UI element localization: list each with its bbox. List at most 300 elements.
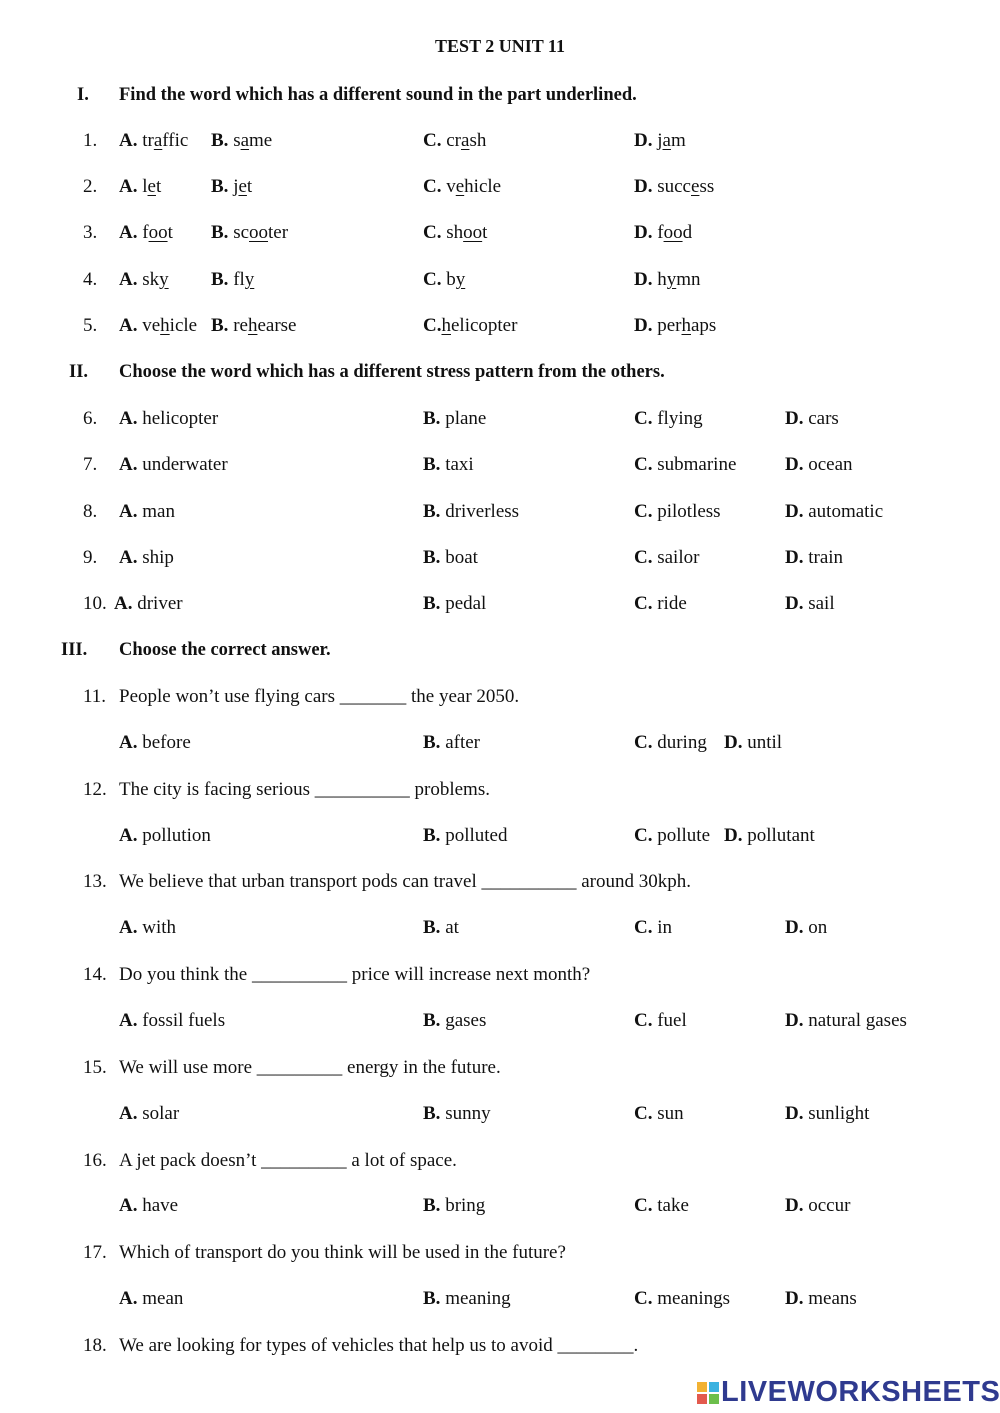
option-label: A. — [119, 1195, 138, 1216]
option-b[interactable] — [423, 593, 486, 615]
word-part: f — [142, 222, 149, 243]
underlined-part: y — [455, 269, 466, 290]
word-part: me — [249, 130, 273, 151]
liveworksheets-icon — [697, 1382, 719, 1404]
option-label: A. — [119, 454, 138, 475]
option-text: bring — [445, 1195, 486, 1216]
option-text: meanings — [657, 1288, 731, 1309]
option-label: C. — [634, 1288, 653, 1309]
question-row — [0, 593, 1000, 619]
underlined-part: e — [147, 176, 156, 197]
word-part: per — [657, 315, 682, 336]
question-row — [0, 222, 1000, 248]
option-label: B. — [423, 1288, 441, 1309]
option-c[interactable] — [423, 315, 517, 337]
option-d[interactable] — [634, 315, 716, 337]
word-part: ve — [142, 315, 161, 336]
word-part: d — [682, 222, 693, 243]
question-row — [0, 779, 1000, 805]
option-text: means — [808, 1288, 857, 1309]
option-text: boat — [445, 547, 478, 568]
option-label: B. — [423, 547, 441, 568]
option-label: D. — [634, 315, 653, 336]
word-part: l — [142, 176, 148, 197]
option-c[interactable] — [634, 1288, 730, 1310]
question-row — [0, 269, 1000, 295]
option-text: take — [657, 1195, 689, 1216]
option-b[interactable] — [423, 825, 507, 847]
underlined-part: oo — [148, 222, 168, 243]
option-a[interactable] — [119, 269, 169, 291]
option-label: B. — [211, 130, 229, 151]
option-text: sunlight — [808, 1103, 870, 1124]
option-text: before — [142, 732, 191, 753]
option-text: fossil fuels — [142, 1010, 226, 1031]
page-title: TEST 2 UNIT 11 — [435, 36, 565, 56]
option-label: C. — [423, 315, 442, 336]
option-text: on — [808, 917, 828, 938]
section-number: II. — [69, 362, 89, 382]
question-number: 6. — [83, 408, 98, 429]
option-b[interactable] — [211, 176, 252, 198]
option-label: D. — [785, 1288, 804, 1309]
underlined-part: a — [240, 130, 250, 151]
option-b[interactable] — [423, 917, 459, 939]
option-b[interactable] — [211, 130, 272, 152]
underlined-part: a — [662, 130, 671, 151]
option-a[interactable] — [119, 547, 174, 569]
question-text: The city is facing serious __________ problems. — [119, 779, 490, 800]
option-c[interactable] — [423, 176, 501, 198]
question-row — [0, 547, 1000, 573]
option-text: polluted — [445, 825, 508, 846]
option-text: fuel — [657, 1010, 687, 1031]
option-a[interactable] — [119, 1195, 178, 1217]
section-text: Choose the correct answer. — [119, 640, 331, 660]
option-label: A. — [119, 501, 138, 522]
question-number: 3. — [83, 222, 98, 243]
word-part: succ — [657, 176, 691, 197]
option-a[interactable] — [119, 454, 228, 476]
underlined-part: h — [441, 315, 451, 336]
word-part: ter — [268, 222, 289, 243]
option-label: C. — [423, 269, 442, 290]
option-d[interactable] — [724, 732, 782, 754]
option-label: A. — [119, 408, 138, 429]
option-label: D. — [724, 825, 743, 846]
option-d[interactable] — [785, 1010, 907, 1032]
question-number: 4. — [83, 269, 98, 290]
word-part: t — [167, 222, 173, 243]
option-label: B. — [423, 732, 441, 753]
word-part: aps — [691, 315, 717, 336]
option-label: C. — [634, 917, 653, 938]
option-c[interactable] — [634, 408, 703, 430]
option-text: cars — [808, 408, 839, 429]
option-label: C. — [634, 1195, 653, 1216]
word-part: cr — [446, 130, 461, 151]
option-a[interactable] — [119, 825, 211, 847]
option-label: A. — [119, 176, 138, 197]
option-d[interactable] — [785, 593, 835, 615]
question-number: 15. — [83, 1057, 107, 1078]
answer-row — [0, 1103, 1000, 1129]
option-text: natural gases — [808, 1010, 907, 1031]
question-row — [0, 176, 1000, 202]
option-d[interactable] — [634, 130, 686, 152]
logo-text: LIVEWORKSHEETS — [721, 1376, 1000, 1408]
underlined-part: y — [159, 269, 169, 290]
option-text: sail — [808, 593, 835, 614]
word-part: sc — [233, 222, 250, 243]
option-label: C. — [634, 454, 653, 475]
option-label: C. — [634, 732, 653, 753]
word-part: icle — [169, 315, 198, 336]
option-label: D. — [785, 547, 804, 568]
option-a[interactable] — [119, 501, 175, 523]
option-label: A. — [119, 917, 138, 938]
word-part: tr — [142, 130, 154, 151]
option-label: D. — [785, 917, 804, 938]
underlined-part: h — [681, 315, 691, 336]
word-part: t — [155, 176, 162, 197]
option-b[interactable] — [423, 1195, 485, 1217]
option-a[interactable] — [119, 315, 197, 337]
option-c[interactable] — [634, 1195, 689, 1217]
option-text: sailor — [657, 547, 700, 568]
option-b[interactable] — [423, 1288, 511, 1310]
option-label: A. — [119, 130, 138, 151]
option-label: C. — [634, 593, 653, 614]
answer-row — [0, 732, 1000, 758]
answer-row — [0, 1288, 1000, 1314]
option-text: have — [142, 1195, 179, 1216]
option-label: B. — [423, 501, 441, 522]
option-label: B. — [211, 315, 229, 336]
question-number: 9. — [83, 547, 98, 568]
underlined-part: e — [691, 176, 700, 197]
answer-row — [0, 1010, 1000, 1036]
option-label: C. — [423, 222, 442, 243]
option-c[interactable] — [634, 593, 687, 615]
option-a[interactable] — [119, 732, 191, 754]
word-part: v — [446, 176, 456, 197]
question-number: 13. — [83, 871, 107, 892]
option-text: sun — [657, 1103, 684, 1124]
question-number: 5. — [83, 315, 98, 336]
option-text: helicopter — [142, 408, 219, 429]
question-number: 18. — [83, 1335, 107, 1356]
question-text: We are looking for types of vehicles that help us to avoid ________. — [119, 1335, 639, 1356]
question-number: 17. — [83, 1242, 107, 1263]
word-part: sk — [142, 269, 160, 290]
option-label: A. — [119, 547, 138, 568]
option-label: C. — [423, 130, 442, 151]
question-row — [0, 408, 1000, 434]
option-text: with — [142, 917, 177, 938]
option-d[interactable] — [634, 176, 714, 198]
question-row — [0, 1057, 1000, 1083]
option-text: pollutant — [747, 825, 815, 846]
option-text: in — [657, 917, 673, 938]
option-d[interactable] — [785, 547, 843, 569]
option-text: until — [747, 732, 783, 753]
option-text: pedal — [445, 593, 487, 614]
option-b[interactable] — [423, 408, 486, 430]
question-row — [0, 130, 1000, 156]
question-row — [0, 1150, 1000, 1176]
option-a[interactable] — [119, 176, 161, 198]
question-number: 8. — [83, 501, 98, 522]
question-text: People won’t use flying cars _______ the year 2050. — [119, 686, 520, 707]
option-c[interactable] — [634, 825, 710, 847]
option-d[interactable] — [785, 454, 853, 476]
option-text: mean — [142, 1288, 184, 1309]
option-c[interactable] — [634, 1010, 687, 1032]
option-text: flying — [657, 408, 703, 429]
option-label: D. — [785, 593, 804, 614]
section-number: I. — [77, 85, 89, 105]
option-c[interactable] — [634, 547, 699, 569]
underlined-part: e — [238, 176, 247, 197]
option-b[interactable] — [211, 315, 296, 337]
option-label: C. — [634, 825, 653, 846]
option-text: driver — [137, 593, 183, 614]
option-label: D. — [785, 1010, 804, 1031]
option-label: D. — [785, 1103, 804, 1124]
option-label: A. — [114, 593, 133, 614]
option-d[interactable] — [785, 408, 839, 430]
option-a[interactable] — [119, 222, 173, 244]
section-text: Choose the word which has a different stress pattern from the others. — [119, 362, 665, 382]
option-d[interactable] — [634, 269, 701, 291]
option-text: meaning — [445, 1288, 511, 1309]
option-label: B. — [211, 222, 229, 243]
option-text: automatic — [808, 501, 884, 522]
option-label: A. — [119, 1103, 138, 1124]
word-part: b — [446, 269, 456, 290]
underlined-part: y — [666, 269, 677, 290]
option-label: D. — [634, 222, 653, 243]
word-part: earse — [257, 315, 297, 336]
option-text: ship — [142, 547, 174, 568]
option-b[interactable] — [423, 501, 519, 523]
option-label: B. — [423, 1195, 441, 1216]
question-text: We believe that urban transport pods can travel __________ around 30kph. — [119, 871, 692, 892]
word-part: f — [657, 222, 664, 243]
question-row — [0, 315, 1000, 341]
option-b[interactable] — [423, 1010, 486, 1032]
word-part: m — [670, 130, 686, 151]
option-a[interactable] — [119, 917, 176, 939]
word-part: j — [233, 176, 239, 197]
question-text: We will use more _________ energy in the future. — [119, 1057, 501, 1078]
underlined-part: h — [247, 315, 258, 336]
option-d[interactable] — [785, 1103, 869, 1125]
option-c[interactable] — [423, 222, 487, 244]
option-d[interactable] — [785, 1195, 850, 1217]
option-text: underwater — [142, 454, 228, 475]
option-text: man — [142, 501, 175, 522]
option-label: B. — [423, 917, 441, 938]
option-label: A. — [119, 1288, 138, 1309]
question-row — [0, 1242, 1000, 1268]
question-row — [0, 454, 1000, 480]
option-label: D. — [785, 454, 804, 475]
option-a[interactable] — [119, 1288, 183, 1310]
question-row — [0, 501, 1000, 527]
option-label: A. — [119, 315, 138, 336]
option-label: C. — [634, 1010, 653, 1031]
option-label: D. — [724, 732, 743, 753]
question-text: Which of transport do you think will be used in the future? — [119, 1242, 566, 1263]
question-number: 7. — [83, 454, 98, 475]
underlined-part: y — [244, 269, 255, 290]
option-d[interactable] — [785, 917, 827, 939]
answer-row — [0, 825, 1000, 851]
option-c[interactable] — [634, 1103, 684, 1125]
option-label: C. — [634, 547, 653, 568]
question-number: 10. — [83, 593, 107, 614]
answer-row — [0, 917, 1000, 943]
option-text: submarine — [657, 454, 737, 475]
underlined-part: h — [160, 315, 170, 336]
answer-row — [0, 1195, 1000, 1221]
option-b[interactable] — [423, 1103, 491, 1125]
underlined-part: oo — [463, 222, 483, 243]
option-c[interactable] — [634, 732, 707, 754]
underlined-part: oo — [663, 222, 683, 243]
question-number: 2. — [83, 176, 98, 197]
option-b[interactable] — [423, 732, 480, 754]
option-a[interactable] — [119, 1010, 225, 1032]
option-label: B. — [423, 1010, 441, 1031]
question-row — [0, 964, 1000, 990]
option-text: occur — [808, 1195, 851, 1216]
option-label: D. — [634, 176, 653, 197]
option-d[interactable] — [634, 222, 692, 244]
option-text: sunny — [445, 1103, 491, 1124]
word-part: ss — [699, 176, 715, 197]
option-c[interactable] — [634, 454, 736, 476]
word-part: fl — [233, 269, 245, 290]
underlined-part: a — [153, 130, 163, 151]
question-number: 14. — [83, 964, 107, 985]
option-b[interactable] — [211, 222, 288, 244]
option-label: B. — [211, 176, 229, 197]
option-label: D. — [785, 408, 804, 429]
option-c[interactable] — [423, 269, 465, 291]
option-c[interactable] — [634, 917, 672, 939]
word-part: t — [482, 222, 488, 243]
underlined-part: e — [455, 176, 465, 197]
question-number: 16. — [83, 1150, 107, 1171]
option-text: after — [445, 732, 480, 753]
option-label: D. — [785, 501, 804, 522]
option-text: plane — [445, 408, 487, 429]
question-number: 12. — [83, 779, 107, 800]
section-text: Find the word which has a different sound in the part underlined. — [119, 85, 637, 105]
option-text: pollute — [657, 825, 711, 846]
option-d[interactable] — [724, 825, 815, 847]
option-a[interactable] — [114, 593, 183, 615]
liveworksheets-logo — [697, 1376, 1000, 1410]
question-number: 11. — [83, 686, 107, 707]
option-text: gases — [445, 1010, 487, 1031]
option-c[interactable] — [423, 130, 486, 152]
option-label: D. — [634, 269, 653, 290]
option-b[interactable] — [423, 454, 474, 476]
underlined-part: a — [461, 130, 470, 151]
option-label: B. — [423, 1103, 441, 1124]
option-label: C. — [634, 408, 653, 429]
option-label: B. — [423, 408, 441, 429]
option-text: solar — [142, 1103, 180, 1124]
option-label: D. — [634, 130, 653, 151]
word-part: sh — [446, 222, 464, 243]
question-row — [0, 1335, 1000, 1361]
word-part: hicle — [464, 176, 502, 197]
option-label: B. — [423, 825, 441, 846]
option-d[interactable] — [785, 501, 883, 523]
option-a[interactable] — [119, 1103, 179, 1125]
option-a[interactable] — [119, 408, 218, 430]
option-label: A. — [119, 732, 138, 753]
option-d[interactable] — [785, 1288, 857, 1310]
option-text: pollution — [142, 825, 211, 846]
option-label: B. — [211, 269, 229, 290]
option-text: at — [445, 917, 459, 938]
option-label: C. — [423, 176, 442, 197]
option-a[interactable] — [119, 130, 188, 152]
word-part: s — [233, 130, 241, 151]
option-b[interactable] — [211, 269, 254, 291]
word-part: h — [657, 269, 667, 290]
option-text: train — [808, 547, 844, 568]
question-text: A jet pack doesn’t _________ a lot of space. — [119, 1150, 457, 1171]
option-label: D. — [785, 1195, 804, 1216]
word-part: j — [657, 130, 663, 151]
word-part: re — [233, 315, 248, 336]
option-label: A. — [119, 1010, 138, 1031]
option-label: B. — [423, 593, 441, 614]
word-part: mn — [676, 269, 701, 290]
question-row — [0, 871, 1000, 897]
option-text: driverless — [445, 501, 520, 522]
word-part: elicopter — [450, 315, 518, 336]
underlined-part: oo — [249, 222, 269, 243]
word-part: t — [246, 176, 253, 197]
option-label: C. — [634, 501, 653, 522]
section-number: III. — [61, 640, 88, 660]
option-label: B. — [423, 454, 441, 475]
option-b[interactable] — [423, 547, 478, 569]
word-part: ffic — [162, 130, 189, 151]
option-label: C. — [634, 1103, 653, 1124]
option-text: pilotless — [657, 501, 721, 522]
word-part: sh — [469, 130, 487, 151]
option-text: ocean — [808, 454, 853, 475]
option-c[interactable] — [634, 501, 721, 523]
question-row — [0, 686, 1000, 712]
option-label: A. — [119, 222, 138, 243]
option-text: during — [657, 732, 707, 753]
option-text: ride — [657, 593, 687, 614]
option-label: A. — [119, 269, 138, 290]
option-label: A. — [119, 825, 138, 846]
question-text: Do you think the __________ price will increase next month? — [119, 964, 591, 985]
question-number: 1. — [83, 130, 98, 151]
